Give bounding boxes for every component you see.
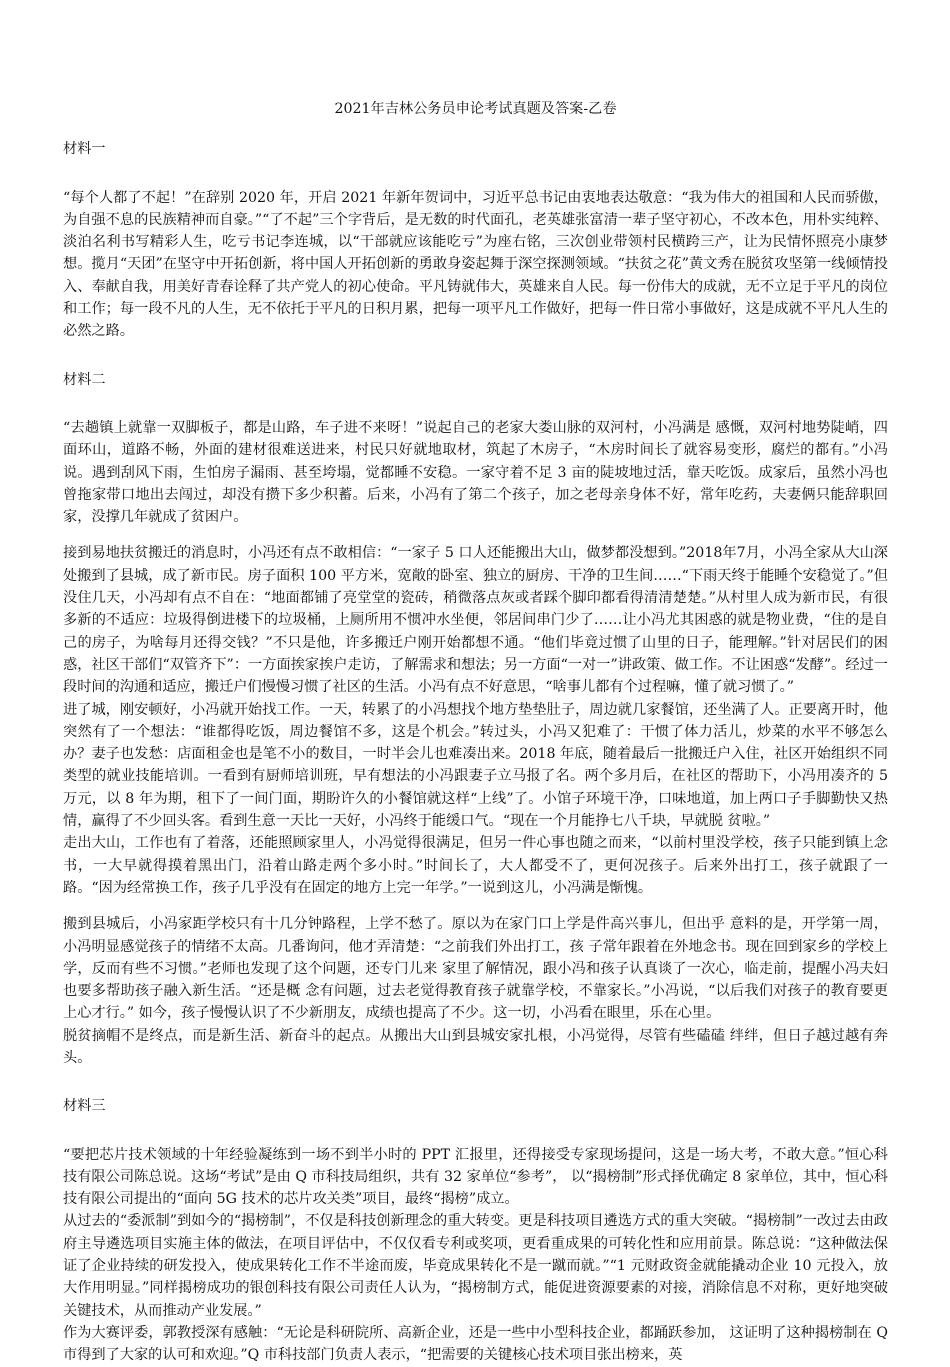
paragraph: 脱贫摘帽不是终点，而是新生活、新奋斗的起点。从搬出大山到县城安家扎根，小冯觉得，尽管有些磕磕 绊绊，但日子越过越有奔头。 xyxy=(63,1027,888,1066)
paragraph: “要把芯片技术领域的十年经验凝练到一场不到半小时的 PPT 汇报里，还得接受专家现场提问，这是一场大考，不敢大意。”恒心科技有限公司陈总说。这场“考试”是由 Q 市科技局组织，共有 32 家单位“参考”， 以“揭榜制”形式择优确定 8 家单位，其中，恒心科技有限公司提出的“面向 5G 技术的芯片攻关类”项目，最终“揭榜”成立。 xyxy=(63,1146,888,1208)
section-heading: 材料二 xyxy=(63,371,106,388)
paragraph: 搬到县城后，小冯家距学校只有十几分钟路程，上学不愁了。原以为在家门口上学是件高兴事儿，但出乎 意料的是，开学第一周，小冯明显感觉孩子的情绪不太高。几番询问，他才弄清楚：“之前我们外出打工，孩 子常年跟着在外地念书。现在回到家乡的学校上学，反而有些不习惯。”老师也发现了这个问题，还专门儿来 家里了解情况，跟小冯和孩子认真谈了一次心，临走前，提醒小冯夫妇也要多帮助孩子融入新生活。“还是概 念有问题，过去老觉得教育孩子就靠学校，不靠家长。”小冯说，“以后我们对孩子的教育要更上心才行。” 如今，孩子慢慢认识了不少新朋友，成绩也提高了不少。这一切，小冯看在眼里，乐在心里。 xyxy=(63,916,888,1022)
paragraph: 作为大赛评委，郭教授深有感触：“无论是科研院所、高新企业，还是一些中小型科技企业，都踊跃参加， 这证明了这种揭榜制在 Q 市得到了大家的认可和欢迎。”Q 市科技部门负责人表示，“把需要的关键核心技术项目张出榜来，英 xyxy=(63,1324,888,1364)
paragraph: 进了城，刚安顿好，小冯就开始找工作。一天，转累了的小冯想找个地方垫垫肚子，周边就几家餐馆，还坐满了人。正要离开时，他突然有了一个想法：“谁都得吃饭，周边餐馆不多，这是个机会。”转过头，小冯又犯难了：干惯了体力活儿，炒菜的水平不够怎么办？妻子也发愁：店面租金也是笔不小的数目，一时半会儿也难凑出来。2018 年底，随着最后一批搬迁户入住，社区开始组织不同类型的就业技能培训。一看到有厨师培训班，早有想法的小冯跟妻子立马报了名。两个多月后，在社区的帮助下，小冯用凑齐的 5 万元，以 8 年为期，租下了一间门面，期盼许久的小餐馆就这样“上线”了。小馆子环境干净，口味地道，加上两口子手脚勤快又热情，赢得了不少回头客。看到生意一天比一天好，小冯终于能缓口气。“现在一个月能挣七八千块，早就脱 贫啦。” xyxy=(63,701,888,830)
section-heading: 材料三 xyxy=(63,1098,106,1115)
document-title: 2021年吉林公务员申论考试真题及答案-乙卷 xyxy=(334,101,617,117)
paragraph: “去趟镇上就靠一双脚板子，都是山路，车子进不来呀！”说起自己的老家大娄山脉的双河村，小冯满是 感慨，双河村地势陡峭，四面环山，道路不畅，外面的建材很难送进来，村民只好就地取材，筑起了木房子，“木房时间长了就容易变形，腐烂的都有。”小冯说。遇到刮风下雨，生怕房子漏雨、甚至垮塌，觉都睡不安稳。一家守着不足 3 亩的陡坡地过活，靠天吃饭。成家后，虽然小冯也曾拖家带口地出去闯过，却没有攒下多少积蓄。后来，小冯有了第二个孩子，加之老母亲身体不好，常年吃药，夫妻俩只能辞职回家，没撑几年就成了贫困户。 xyxy=(63,419,888,526)
section-material-2 xyxy=(63,369,888,1070)
section-material-1 xyxy=(63,138,888,342)
paragraph: 从过去的“委派制”到如今的“揭榜制”，不仅是科技创新理念的重大转变。更是科技项目遴选方式的重大突破。“揭榜制”一改过去由政府主导遴选项目实施主体的做法，在项目评估中，不仅仅看专利或奖项，更看重成果的可转化性和应用前景。陈总说：“这种做法保证了企业持续的研发投入，使成果转化工作不半途而废，毕竟成果转化不是一蹴而就。”“1 元财政资金就能撬动企业 10 元投入，放大作用明显。”同样揭榜成功的银创科技有限公司责任人认为，“揭榜制方式，能促进资源要素的对接，消除信息不对称，更好地突破关键技术，从而推动产业发展。” xyxy=(63,1213,888,1319)
paragraph: 走出大山，工作也有了着落，还能照顾家里人，小冯觉得很满足，但另一件心事也随之而来，“以前村里没学校，孩子只能到镇上念书，一大早就得摸着黑出门，沿着山路走两个多小时。”时间长了，大人都受不了，更何况孩子。后来外出打工，孩子就跟了一路。“因为经常换工作，孩子几乎没有在固定的地方上完一年学。”一说到这儿，小冯满是惭愧。 xyxy=(63,835,888,896)
paragraph: 接到易地扶贫搬迁的消息时，小冯还有点不敢相信：“一家子 5 口人还能搬出大山，做梦都没想到。”2018年7月，小冯全家从大山深处搬到了县城，成了新市民。房子面积 100 平方米，宽敞的卧室、独立的厨房、干净的卫生间……“下雨天终于能睡个安稳觉了。”但没住几天，小冯却有点不自在：“地面都铺了亮堂堂的瓷砖，稍微落点灰或者踩个脚印都看得清清楚楚。”从村里人成为新市民，有很多新的不适应：垃圾得倒进楼下的垃圾桶，上厕所用不惯冲水坐便，邻居间串门少了……让小冯尤其困惑的就是物业费，“住的是自己的房子，为啥每月还得交钱？”不只是他，许多搬迁户刚开始都想不通。“他们毕竟过惯了山里的日子，能理解。”针对居民们的困惑，社区干部们“双管齐下”：一方面挨家挨户走访，了解需求和想法；另一方面“一对一”讲政策、做工作。不让困惑“发酵”。经过一段时间的沟通和适应，搬迁户们慢慢习惯了社区的生活。小冯有点不好意思，“啥事儿都有个过程嘛，懂了就习惯了。” xyxy=(63,545,888,696)
section-heading: 材料一 xyxy=(63,141,106,158)
section-material-3 xyxy=(63,1095,888,1366)
paragraph: “每个人都了不起！”在辞别 2020 年，开启 2021 年新年贺词中，习近平总书记由衷地表达敬意：“我为伟大的祖国和人民而骄傲，为自强不息的民族精神而自豪。”“了不起”三个字背后，是无数的时代面孔，老英雄张富清一辈子坚守初心，不改本色，用朴实纯粹、淡泊名利书写精彩人生，吃亏书记李连城，以“干部就应该能吃亏”为座右铭，三次创业带领村民横跨三产，让为民情怀照亮小康梦想。揽月“天团”在坚守中开拓创新，将中国人开拓创新的勇敢身姿起舞于深空探测领域。“扶贫之花”黄文秀在脱贫攻坚第一线倾情投入、奉献自我，用美好青春诠释了共产党人的初心使命。平凡铸就伟大，英雄来自人民。每一份伟大的成就，无不立足于平凡的岗位和工作；每一段不凡的人生，无不依托于平凡的日积月累，把每一项平凡工作做好，把每一件日常小事做好，这是成就不平凡人生的必然之路。 xyxy=(63,189,888,340)
